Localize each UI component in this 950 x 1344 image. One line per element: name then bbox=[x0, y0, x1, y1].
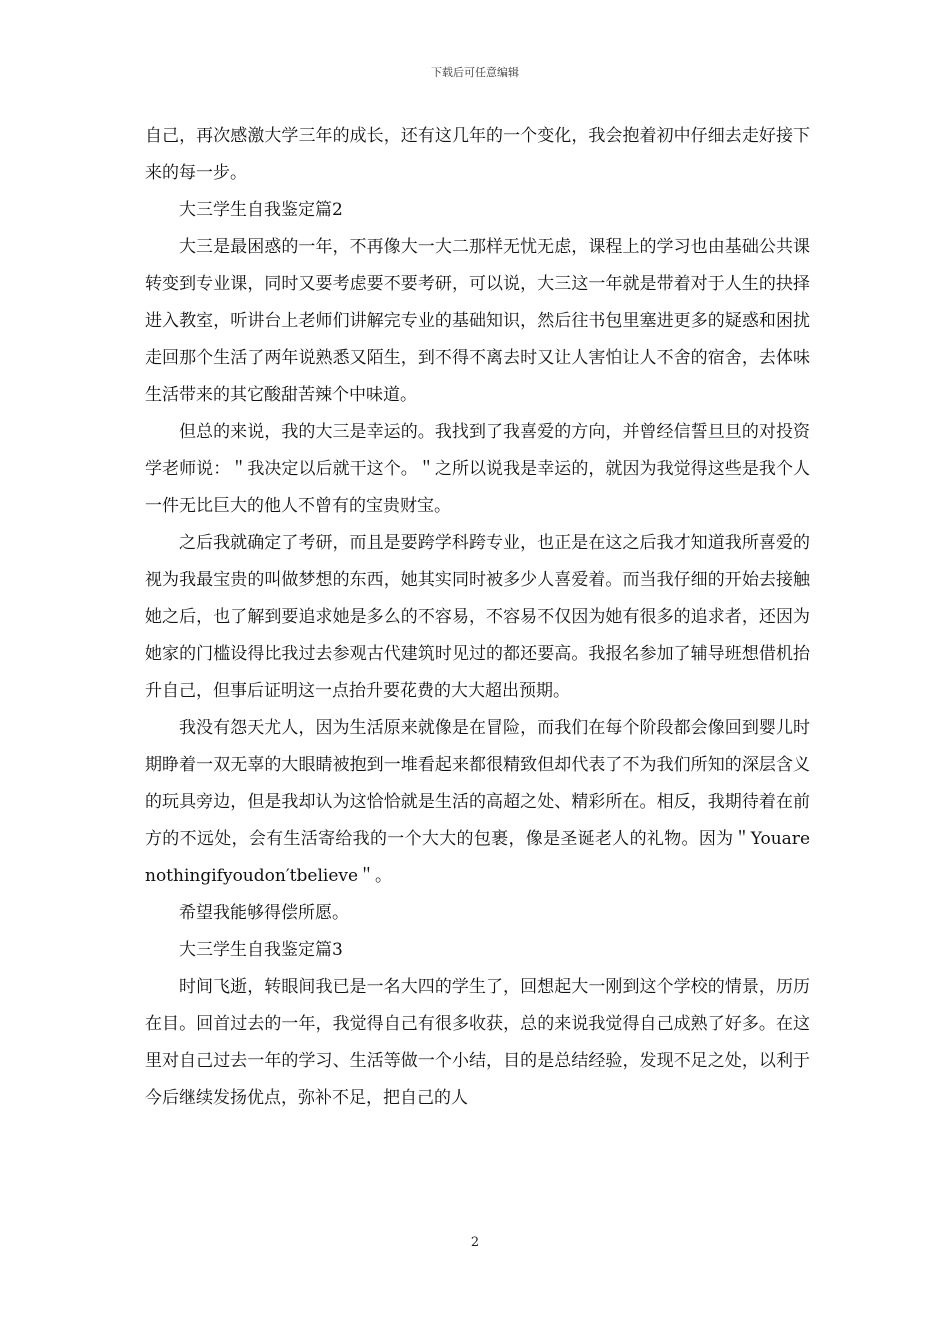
paragraph-continuation: 自己，再次感激大学三年的成长，还有这几年的一个变化，我会抱着初中仔细去走好接下来的每一步。 bbox=[145, 126, 810, 183]
page-number: 2 bbox=[470, 1235, 480, 1250]
page-header: 下载后可任意编辑 bbox=[431, 66, 519, 79]
document-body bbox=[145, 118, 810, 1117]
paragraph: 希望我能够得偿所愿。 bbox=[179, 903, 349, 923]
paragraph: 大三是最困惑的一年，不再像大一大二那样无忧无虑，课程上的学习也由基础公共课转变到专业课，同时又要考虑要不要考研，可以说，大三这一年就是带着对于人生的抉择进入教室，听讲台上老师们讲解完专业的基础知识，然后往书包里塞进更多的疑惑和困扰走回那个生活了两年说熟悉又陌生，到不得不离去时又让人害怕让人不舍的宿舍，去体味生活带来的其它酸甜苦辣个中味道。 bbox=[145, 237, 810, 405]
paragraph: 但总的来说，我的大三是幸运的。我找到了我喜爱的方向，并曾经信誓旦旦的对投资学老师说：＂我决定以后就干这个。＂之所以说我是幸运的，就因为我觉得这些是我个人一件无比巨大的他人不曾有的宝贵财宝。 bbox=[145, 422, 810, 516]
paragraph: 时间飞逝，转眼间我已是一名大四的学生了，回想起大一刚到这个学校的情景，历历在目。回首过去的一年，我觉得自己有很多收获，总的来说我觉得自己成熟了好多。在这里对自己过去一年的学习、生活等做一个小结，目的是总结经验，发现不足之处，以利于今后继续发扬优点，弥补不足，把自己的人 bbox=[145, 977, 810, 1108]
paragraph: 我没有怨天尤人，因为生活原来就像是在冒险，而我们在每个阶段都会像回到婴儿时期睁着一双无辜的大眼睛被抱到一堆看起来都很精致但却代表了不为我们所知的深层含义的玩具旁边，但是我却认为这恰恰就是生活的高超之处、精彩所在。相反，我期待着在前方的不远处，会有生活寄给我的一个大大的包裹，像是圣诞老人的礼物。因为＂Youarenothingifyoudon′tbelieve＂。 bbox=[145, 718, 810, 886]
paragraph: 之后我就确定了考研，而且是要跨学科跨专业，也正是在这之后我才知道我所喜爱的视为我最宝贵的叫做梦想的东西，她其实同时被多少人喜爱着。而当我仔细的开始去接触她之后，也了解到要追求她是多么的不容易，不容易不仅因为她有很多的追求者，还因为她家的门槛设得比我过去参观古代建筑时见过的都还要高。我报名参加了辅导班想借机抬升自己，但事后证明这一点抬升要花费的大大超出预期。 bbox=[145, 533, 810, 701]
section-heading: 大三学生自我鉴定篇3 bbox=[179, 940, 343, 960]
section-heading: 大三学生自我鉴定篇2 bbox=[179, 200, 343, 220]
